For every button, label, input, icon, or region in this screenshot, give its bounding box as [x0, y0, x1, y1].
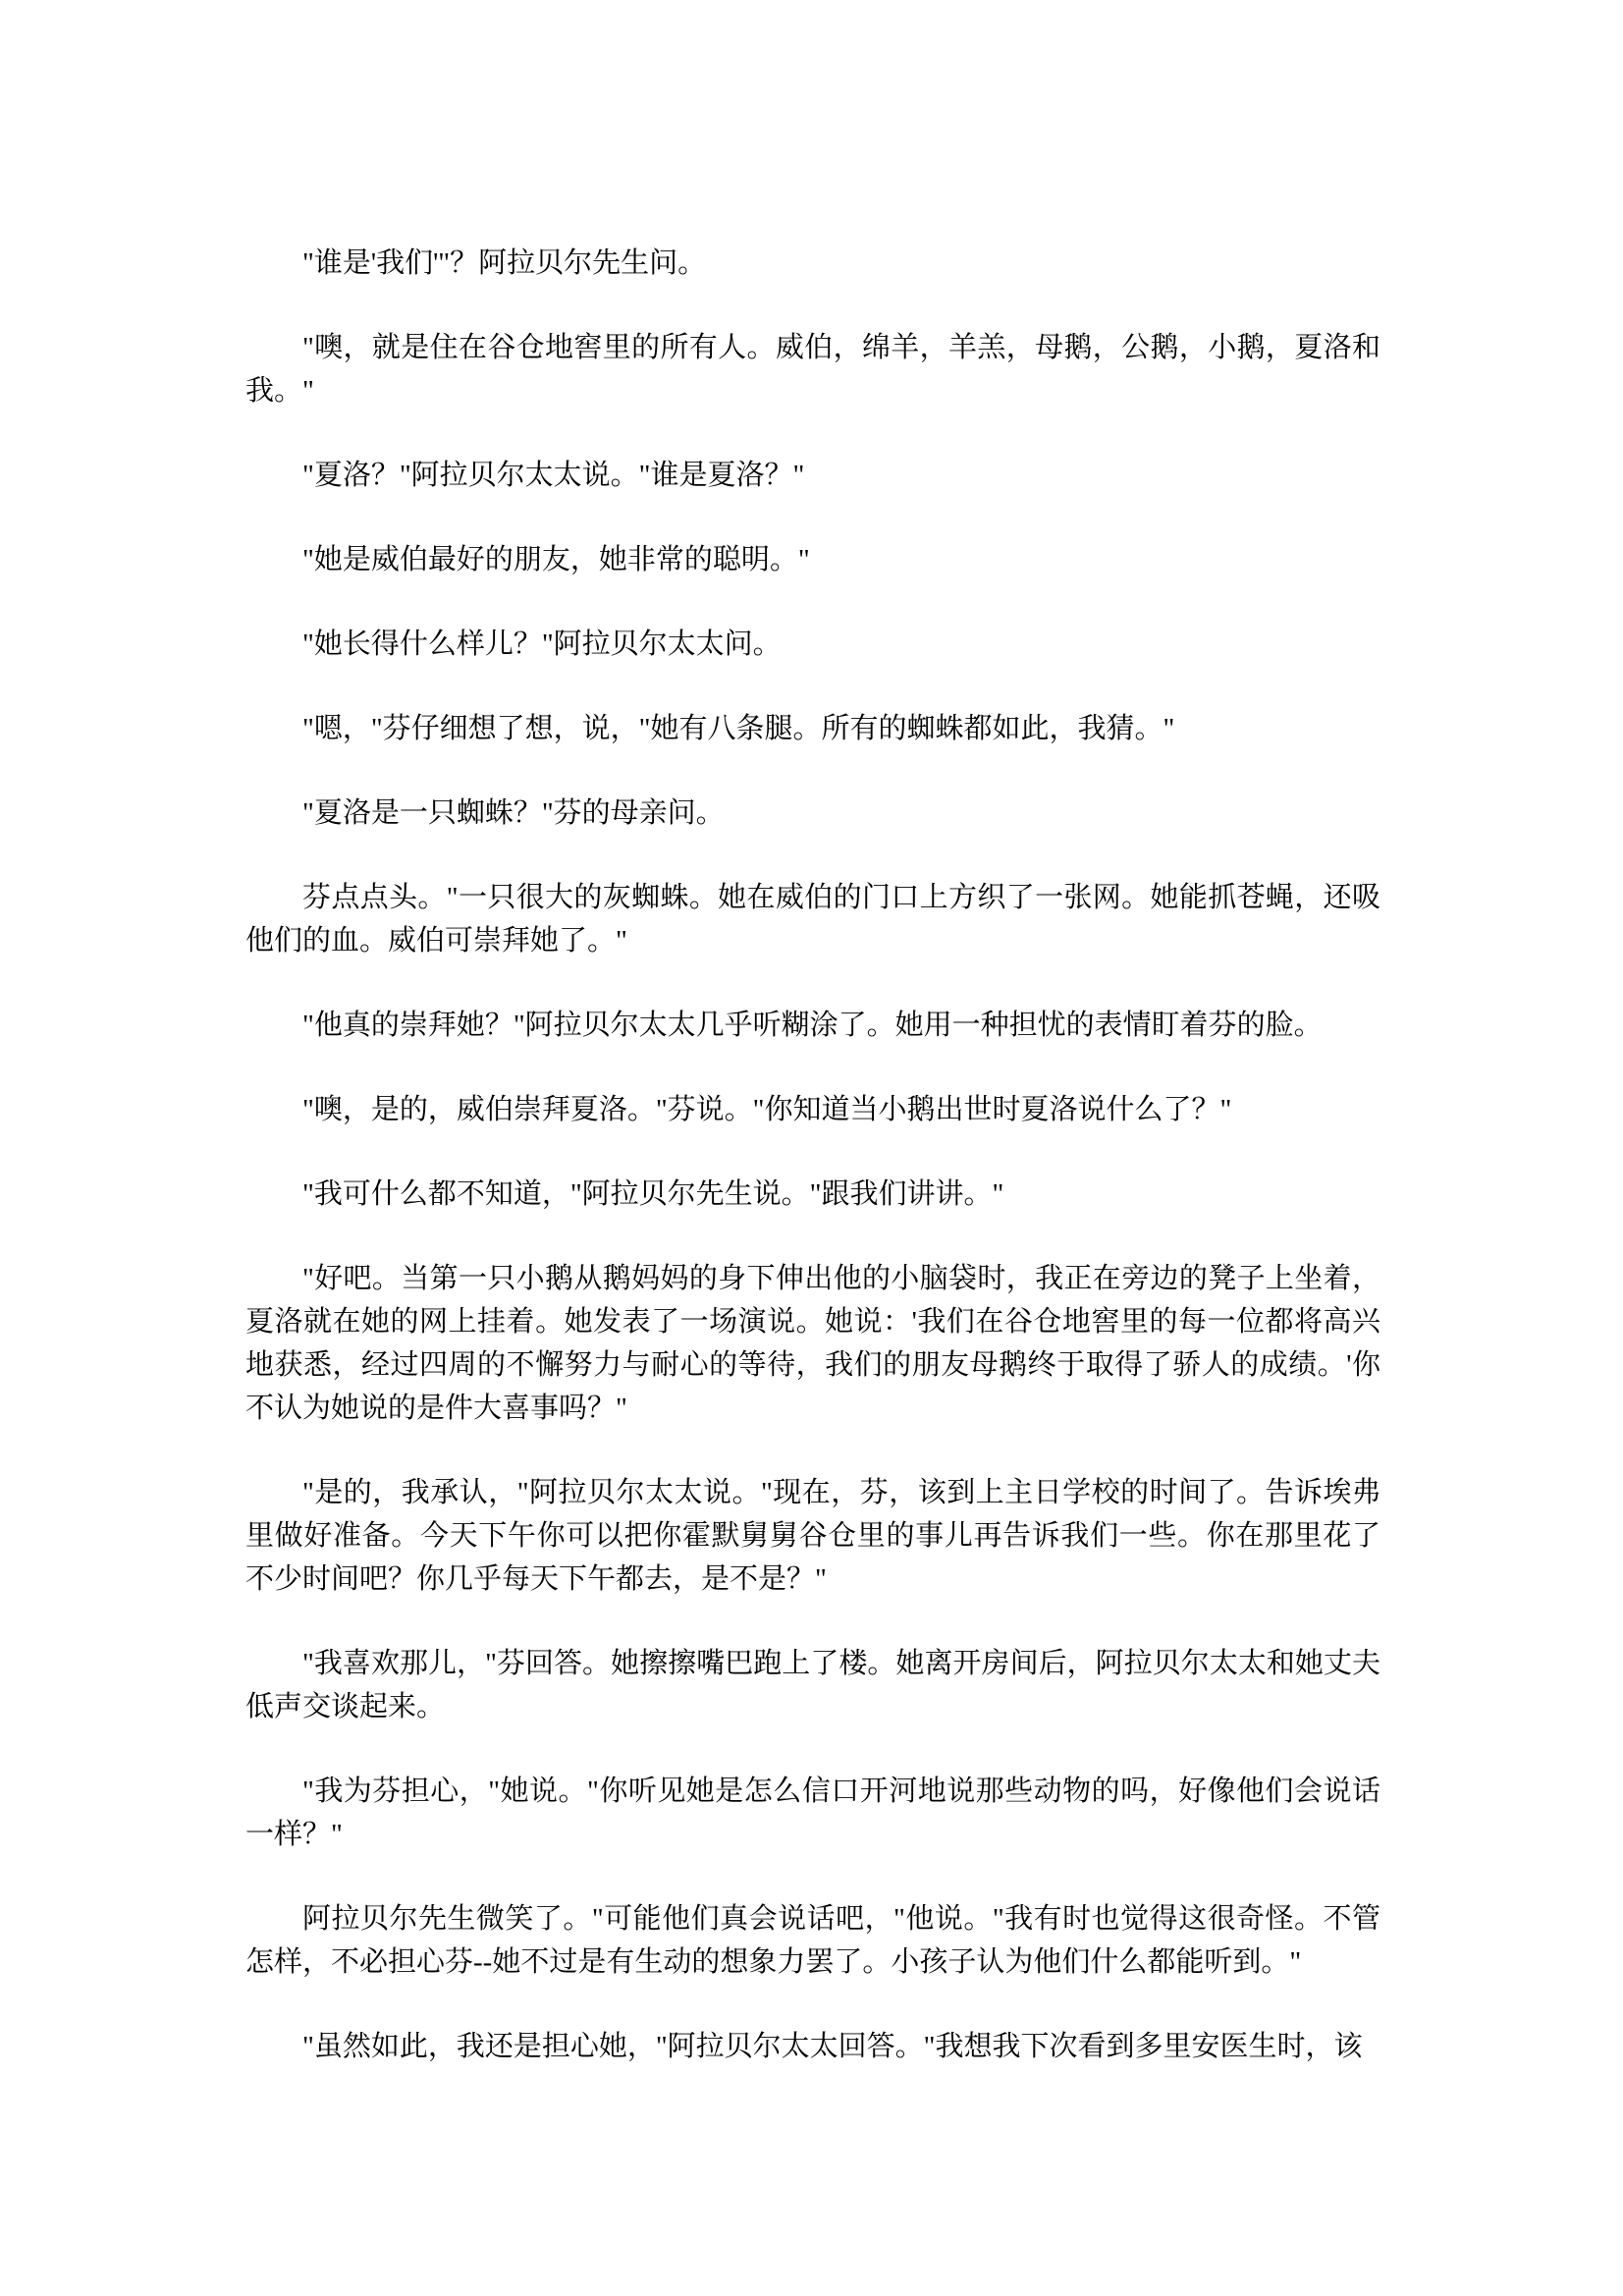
paragraph: "夏洛是一只蜘蛛？"芬的母亲问。: [302, 797, 725, 829]
paragraph: "夏洛？"阿拉贝尔太太说。"谁是夏洛？": [302, 460, 805, 491]
paragraph: "嗯，"芬仔细想了想，说，"她有八条腿。所有的蜘蛛都如此，我猜。": [302, 713, 1175, 744]
paragraph: "他真的崇拜她？"阿拉贝尔太太几乎听糊涂了。她用一种担忧的表情盯着芬的脸。: [302, 1010, 1323, 1041]
paragraph: "虽然如此，我还是担心她，"阿拉贝尔太太回答。"我想我下次看到多里安医生时，该: [302, 2031, 1363, 2062]
paragraph: "好吧。当第一只小鹅从鹅妈妈的身下伸出他的小脑袋时，我正在旁边的凳子上坐着，夏洛就在她的网上挂着。她发表了一场演说。她说：'我们在谷仓地窖里的每一位都将高兴地获悉，经过四周的不懈努力与耐心的等待，我们的朋友母鹅终于取得了骄人的成绩。'你不认为她说的是件大喜事吗？": [245, 1263, 1380, 1424]
paragraph: "她长得什么样儿？"阿拉贝尔太太问。: [302, 629, 782, 660]
text-block: [245, 242, 1380, 2068]
paragraph: "噢，就是住在谷仓地窖里的所有人。威伯，绵羊，羊羔，母鹅，公鹅，小鹅，夏洛和我。": [245, 332, 1380, 407]
paragraph: "她是威伯最好的朋友，她非常的聪明。": [302, 544, 810, 575]
paragraph: "谁是'我们'"？阿拉贝尔先生问。: [302, 247, 707, 279]
paragraph: "我为芬担心，"她说。"你听见她是怎么信口开河地说那些动物的吗，好像他们会说话一样？": [245, 1776, 1380, 1850]
paragraph: "我喜欢那儿，"芬回答。她擦擦嘴巴跑上了楼。她离开房间后，阿拉贝尔太太和她丈夫低声交谈起来。: [245, 1648, 1380, 1722]
paragraph: 阿拉贝尔先生微笑了。"可能他们真会说话吧，"他说。"我有时也觉得这很奇怪。不管怎样，不必担心芬--她不过是有生动的想象力罢了。小孩子认为他们什么都能听到。": [245, 1903, 1380, 1978]
paragraph: "是的，我承认，"阿拉贝尔太太说。"现在，芬，该到上主日学校的时间了。告诉埃弗里做好准备。今天下午你可以把你霍默舅舅谷仓里的事儿再告诉我们一些。你在那里花了不少时间吧？你几乎每天下午都去，是不是？": [245, 1477, 1380, 1595]
paragraph: "噢，是的，威伯崇拜夏洛。"芬说。"你知道当小鹅出世时夏洛说什么了？": [302, 1094, 1232, 1125]
paragraph: "我可什么都不知道，"阿拉贝尔先生说。"跟我们讲讲。": [302, 1178, 1004, 1210]
paragraph: 芬点点头。"一只很大的灰蜘蛛。她在威伯的门口上方织了一张网。她能抓苍蝇，还吸他们的血。威伯可崇拜她了。": [245, 882, 1380, 957]
